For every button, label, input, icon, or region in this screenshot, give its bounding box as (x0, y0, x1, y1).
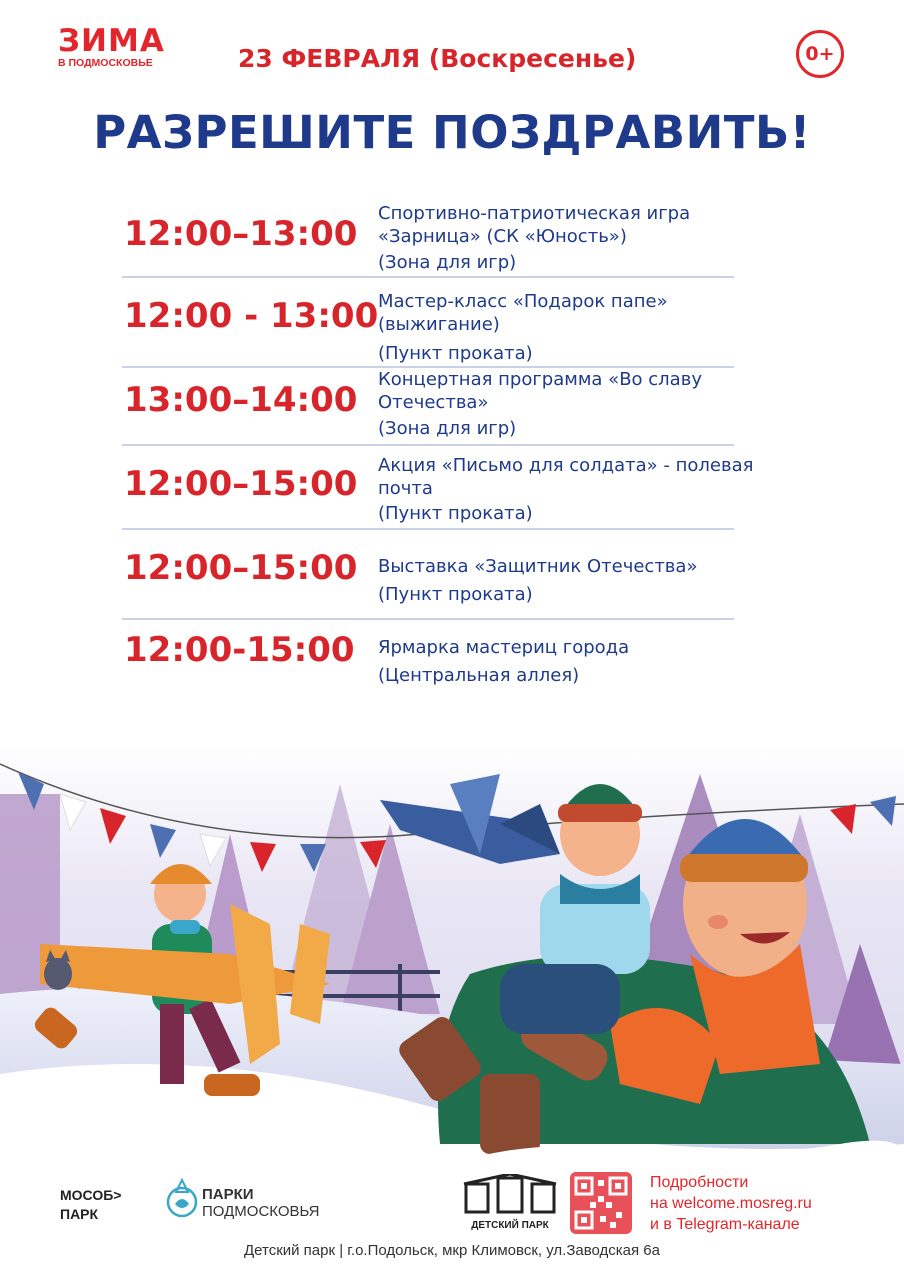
schedule-time: 12:00–15:00 (124, 464, 358, 504)
parki-line2: ПОДМОСКОВЬЯ (202, 1203, 320, 1220)
schedule-item (122, 290, 734, 366)
parki-emblem-icon (166, 1176, 198, 1222)
schedule-place: (Зона для игр) (378, 252, 517, 273)
schedule-item (122, 200, 734, 276)
schedule-title: Выставка «Защитник Отечества» (378, 556, 698, 577)
details-line1: Подробности (650, 1174, 749, 1191)
schedule-item (122, 368, 734, 444)
schedule-time: 12:00 - 13:00 (124, 296, 379, 336)
childpark-logo (462, 1174, 558, 1232)
brand-sub-text: В ПОДМОСКОВЬЕ (58, 57, 153, 69)
schedule-title: Ярмарка мастериц города (378, 637, 630, 658)
mosobpark-line2: ПАРК (60, 1206, 99, 1222)
qr-code-icon[interactable] (570, 1172, 632, 1234)
mosobpark-line1: МОСОБ> (60, 1187, 122, 1203)
schedule-time: 13:00–14:00 (124, 380, 358, 420)
schedule-item (122, 542, 734, 612)
schedule-title: Спортивно-патриотическая игра «Зарница» (СК «Юность») (378, 203, 691, 247)
schedule-place: (Пункт проката) (378, 503, 533, 524)
schedule-place: (Центральная аллея) (378, 665, 580, 686)
schedule-divider (122, 528, 734, 530)
event-date: 23 ФЕВРАЛЯ (Воскресенье) (238, 44, 637, 73)
schedule-time: 12:00–13:00 (124, 214, 358, 254)
schedule-title: Мастер-класс «Подарок папе» (выжигание) (378, 291, 668, 335)
page-title: РАЗРЕШИТЕ ПОЗДРАВИТЬ! (93, 106, 811, 159)
brand-main-text: ЗИМА (58, 23, 165, 59)
schedule-time: 12:00–15:00 (124, 548, 358, 588)
schedule-item (122, 624, 734, 694)
mosobpark-logo (60, 1186, 121, 1224)
schedule-divider (122, 276, 734, 278)
details-text (650, 1172, 812, 1235)
schedule-place: (Пункт проката) (378, 343, 533, 364)
schedule-item (122, 452, 754, 528)
brand-logo (58, 23, 178, 70)
schedule-title: Акция «Письмо для солдата» - полевая почта (378, 455, 754, 499)
age-rating-badge: 0+ (796, 30, 844, 78)
details-line3[interactable]: и в Telegram-канале (650, 1216, 800, 1233)
schedule-divider (122, 618, 734, 620)
schedule-title: Концертная программа «Во славу Отечества» (378, 369, 702, 413)
schedule-divider (122, 444, 734, 446)
parki-podmoskovya-logo (166, 1176, 320, 1226)
details-link[interactable]: на welcome.mosreg.ru (650, 1195, 812, 1212)
schedule-place: (Пункт проката) (378, 584, 533, 605)
schedule-time: 12:00-15:00 (124, 630, 355, 670)
winter-family-illustration (0, 744, 904, 1174)
childpark-label: ДЕТСКИЙ ПАРК (471, 1220, 549, 1231)
schedule-place: (Зона для игр) (378, 418, 517, 439)
parki-line1: ПАРКИ (202, 1186, 254, 1203)
venue-address: Детский парк | г.о.Подольск, мкр Климовск, ул.Заводская 6а (243, 1242, 660, 1259)
